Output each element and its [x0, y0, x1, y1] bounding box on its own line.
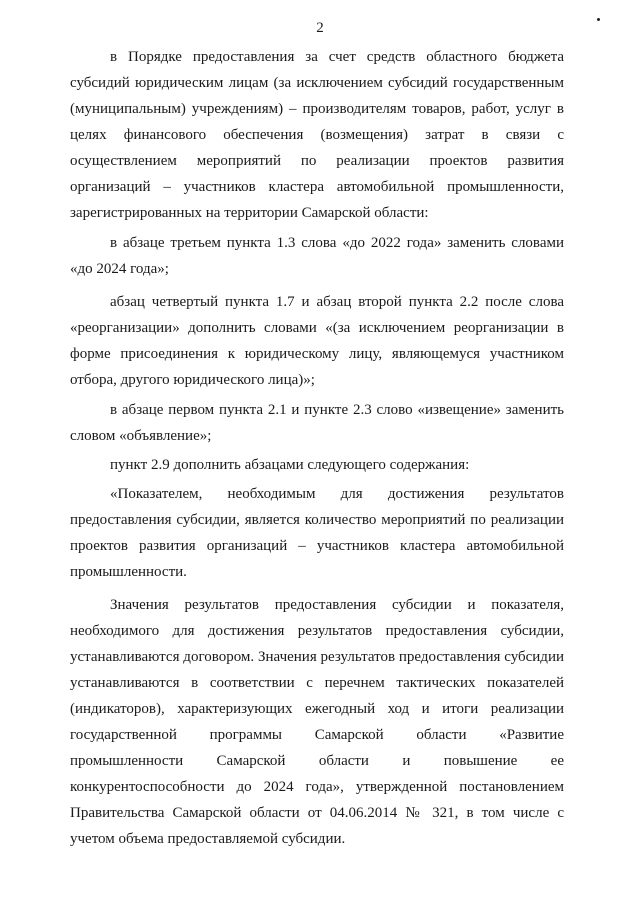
paragraph-amend-1-7-2-2: абзац четвертый пункта 1.7 и абзац второй пункта 2.2 после слова «реорганизации» дополнить словами «(за исключением реорганизации в форме присоединения к юридическому лицу, являющемуся участником отбора, другого юридического лица)»;: [70, 294, 564, 388]
paragraph-amend-2-9: пункт 2.9 дополнить абзацами следующего содержания:: [110, 457, 470, 473]
scan-speck: [597, 18, 600, 21]
paragraph-indicator-values: Значения результатов предоставления субсидии и показателя, необходимого для достижения результатов предоставления субсидии, устанавливаются договором. Значения результатов предоставления субсидии устанавливаются в соответствии с перечнем тактических показателей (индикаторов), характеризующих ежегодный ход и итоги реализации государственной программы Самарской области «Развитие промышленности Самарской области и повышение ее конкурентоспособности до 2024 года», утвержденной постановлением Правительства Самарской области от 04.06.2014 № 321, в том числе с учетом объема предоставляемой субсидии.: [70, 597, 564, 847]
paragraph-indicator-quote: «Показателем, необходимым для достижения результатов предоставления субсидии, является количество мероприятий по реализации проектов развития организаций – участников кластера автомобильной промышленности.: [70, 486, 564, 580]
paragraph-amend-1-3: в абзаце третьем пункта 1.3 слова «до 2022 года» заменить словами «до 2024 года»;: [70, 235, 564, 277]
page-number: 2: [316, 20, 324, 36]
document-body: [70, 44, 564, 854]
paragraph-amend-2-1-2-3: в абзаце первом пункта 2.1 и пункте 2.3 слово «извещение» заменить словом «объявление»;: [70, 402, 564, 444]
paragraph-procedure-title: в Порядке предоставления за счет средств областного бюджета субсидий юридическим лицам (за исключением субсидий государственным (муниципальным) учреждениям) – производителям товаров, работ, услуг в целях финансового обеспечения (возмещения) затрат в связи с осуществлением мероприятий по реализации проектов развития организаций – участников кластера автомобильной промышленности, зарегистрированных на территории Самарской области:: [70, 49, 564, 221]
